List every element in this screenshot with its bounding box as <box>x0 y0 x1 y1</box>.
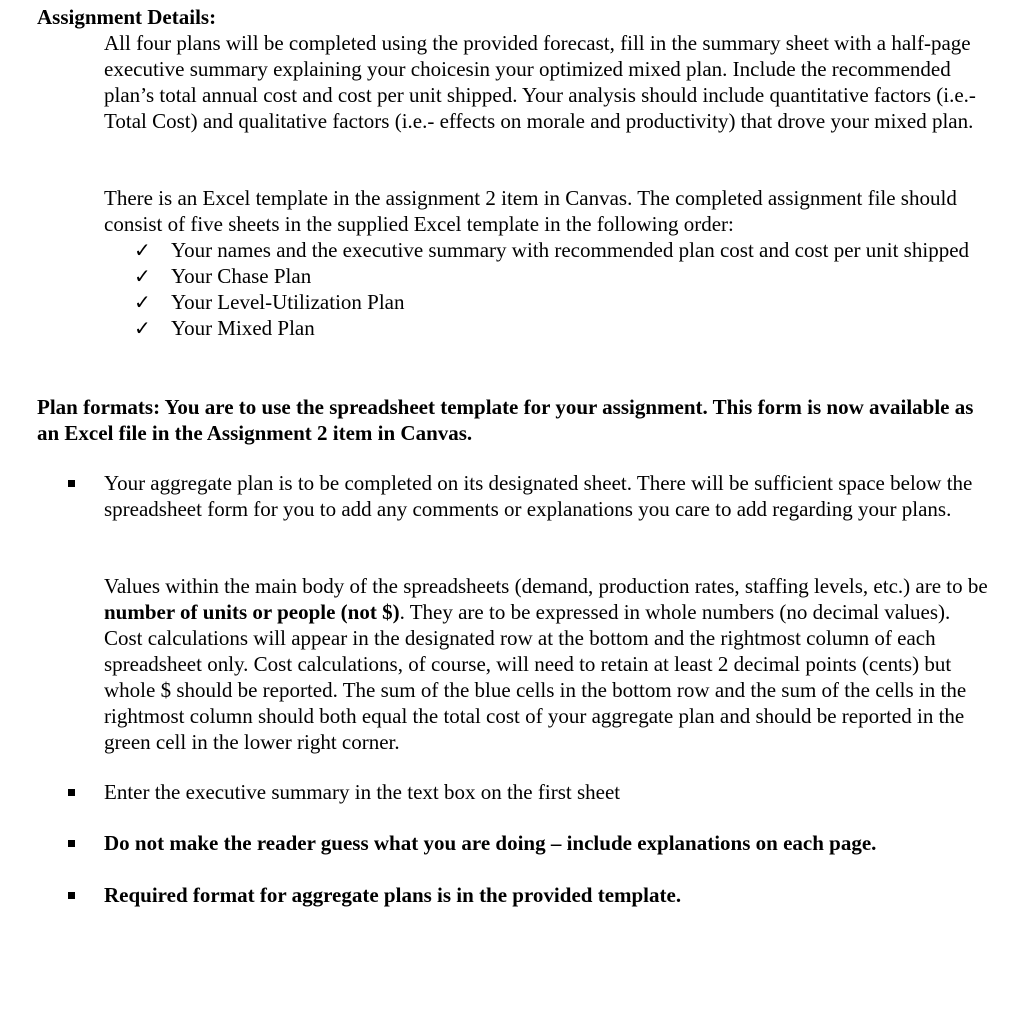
checklist-item <box>134 289 994 315</box>
bullet-text: Required format for aggregate plans is in the provided template. <box>104 883 682 907</box>
square-bullet-icon <box>68 840 75 847</box>
square-bullet-icon <box>68 480 75 487</box>
values-rest-text: . They are to be expressed in whole numbers (no decimal values). Cost calculations will appear in the designated row at the bottom and the rightmost column of each spreadsheet only. Cost calculations, of course, will need to retain at least 2 decimal points (cents) but whole $ should be reported. The sum of the blue cells in the bottom row and the sum of the cells in the rightmost column should both equal the total cost of your aggregate plan and should be reported in the green cell in the lower right corner. <box>104 600 967 754</box>
template-paragraph: There is an Excel template in the assignment 2 item in Canvas. The completed assignment file should consist of five sheets in the supplied Excel template in the following order: <box>104 186 957 236</box>
details-paragraph: All four plans will be completed using the provided forecast, fill in the summary sheet with a half-page executive summary explaining your choicesin your optimized mixed plan. Include the recommended plan’s total annual cost and cost per unit shipped. Your analysis should include quantitative factors (i.e.- Total Cost) and qualitative factors (i.e.- effects on morale and productivity) that drove your mixed plan. <box>104 31 976 133</box>
bullet-text: Your aggregate plan is to be completed on its designated sheet. There will be sufficient space below the spreadsheet form for you to add any comments or explanations you care to add regarding your plans. <box>104 471 973 521</box>
values-intro-text: Values within the main body of the spreadsheets (demand, production rates, staffing levels, etc.) are to be <box>104 574 988 598</box>
checklist-item-text: Your names and the executive summary with recommended plan cost and cost per unit shipped <box>171 238 970 262</box>
square-bullet-icon <box>68 892 75 899</box>
checklist-item-text: Your Mixed Plan <box>171 316 315 340</box>
checklist-item-text: Your Level-Utilization Plan <box>171 290 405 314</box>
checkmark-icon: ✓ <box>134 316 151 340</box>
checklist-item <box>134 315 994 341</box>
plan-formats-paragraph: Plan formats: You are to use the spreadsheet template for your assignment. This form is now available as an Excel file in the Assignment 2 item in Canvas. <box>37 395 974 445</box>
square-bullet-icon <box>68 789 75 796</box>
sheet-order-checklist <box>134 237 994 341</box>
checklist-item-text: Your Chase Plan <box>171 264 312 288</box>
bullet-executive-summary <box>104 779 994 805</box>
checkmark-icon: ✓ <box>134 290 151 314</box>
values-paragraph <box>104 573 994 755</box>
checklist-item <box>134 263 994 289</box>
bullet-text: Do not make the reader guess what you are doing – include explanations on each page. <box>104 831 877 855</box>
checkmark-icon: ✓ <box>134 238 151 262</box>
bullet-text: Enter the executive summary in the text box on the first sheet <box>104 780 621 804</box>
bullet-required-format <box>104 882 994 908</box>
checkmark-icon: ✓ <box>134 264 151 288</box>
checklist-item <box>134 237 994 263</box>
values-bold-text: number of units or people (not $) <box>104 600 400 624</box>
bullet-no-guess <box>104 830 994 856</box>
bullet-aggregate-plan <box>104 470 994 522</box>
assignment-details-heading: Assignment Details: <box>37 5 217 29</box>
